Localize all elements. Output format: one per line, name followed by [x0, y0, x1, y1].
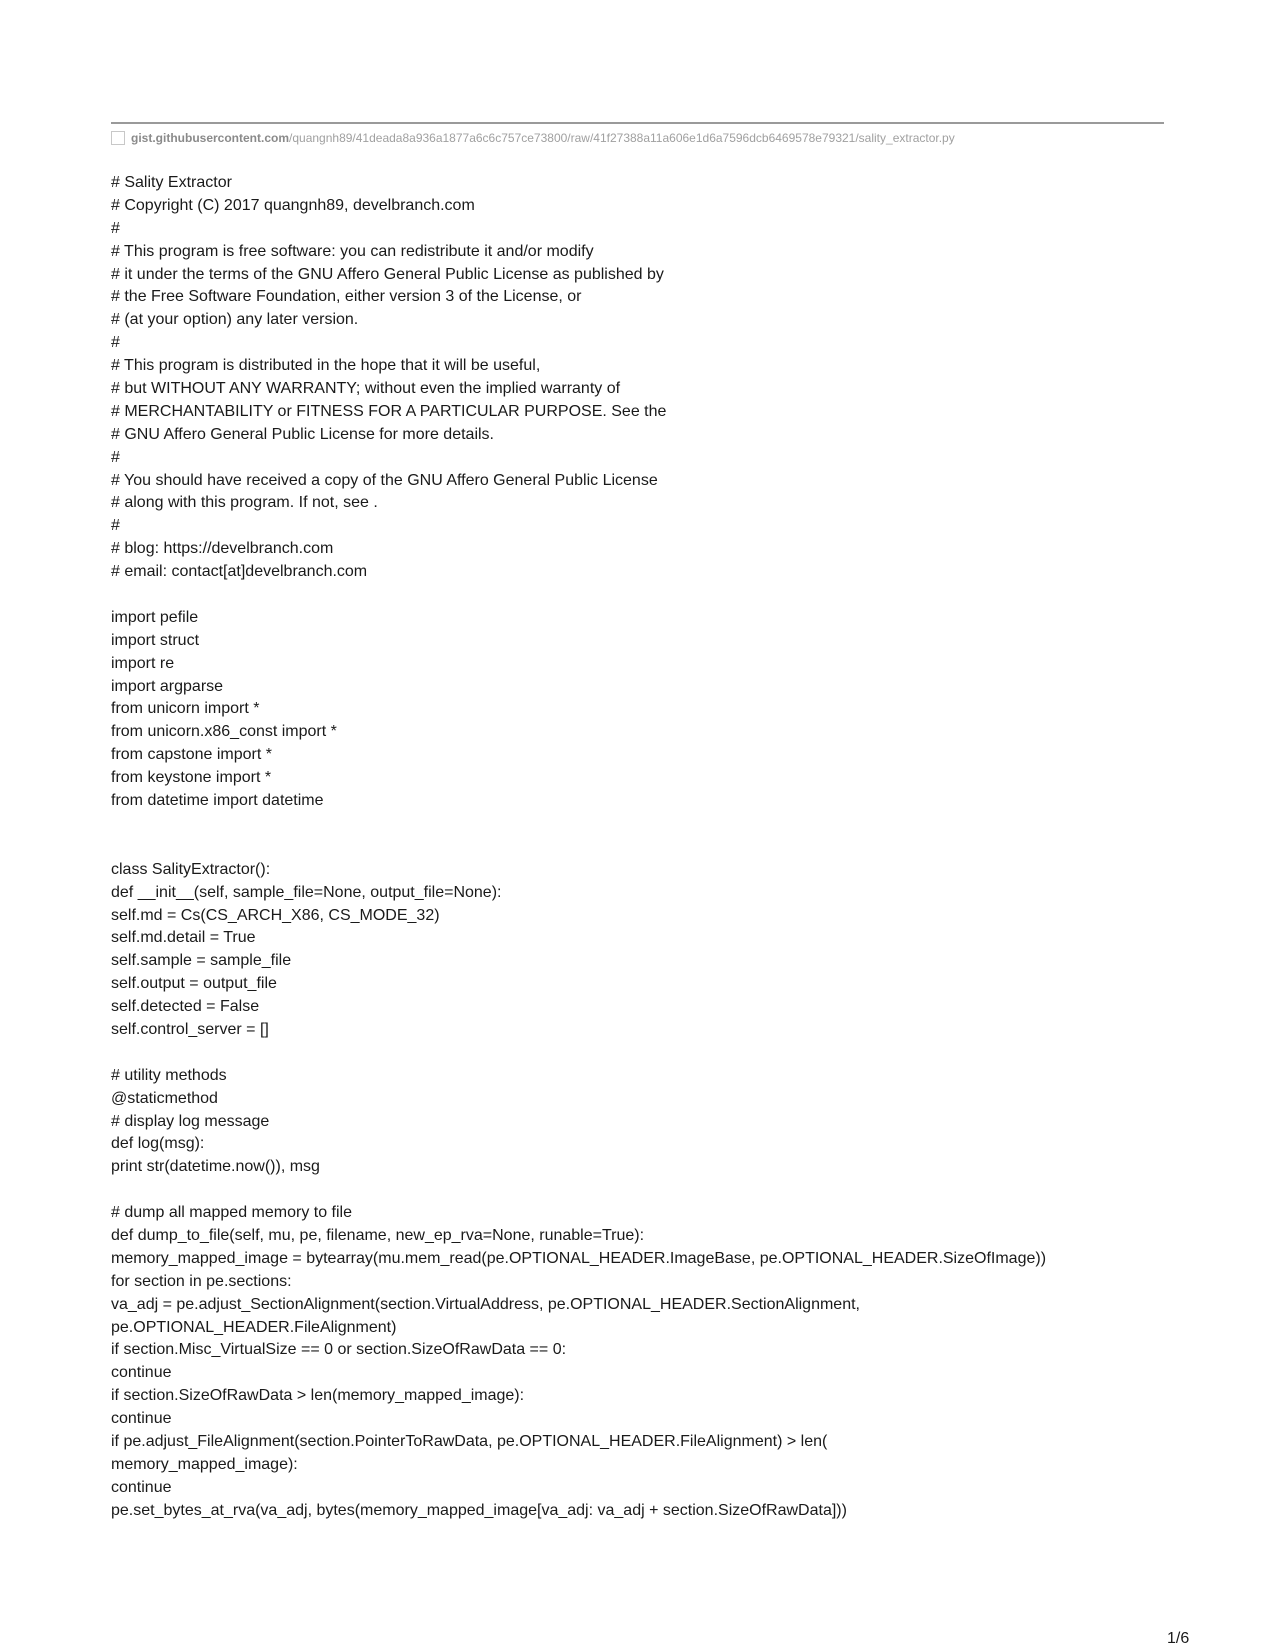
code-line: continue — [111, 1410, 172, 1428]
code-line: self.sample = sample_file — [111, 952, 292, 970]
page-favicon-icon — [111, 131, 125, 145]
code-line: print str(datetime.now()), msg — [111, 1158, 320, 1176]
code-line: # You should have received a copy of the GNU Affero General Public License — [111, 471, 658, 489]
code-line: import pefile — [111, 608, 199, 626]
code-line: import struct — [111, 631, 200, 649]
code-line: # but WITHOUT ANY WARRANTY; without even the implied warranty of — [111, 380, 621, 398]
code-line: continue — [111, 1478, 172, 1496]
code-line: # MERCHANTABILITY or FITNESS FOR A PARTICULAR PURPOSE. See the — [111, 402, 667, 420]
code-line: # utility methods — [111, 1066, 227, 1084]
code-line: memory_mapped_image = bytearray(mu.mem_read(pe.OPTIONAL_HEADER.ImageBase, pe.OPTIONAL_HEADER.SizeOfImage)) — [111, 1249, 1047, 1267]
code-line: from capstone import * — [111, 746, 272, 764]
code-line: pe.set_bytes_at_rva(va_adj, bytes(memory_mapped_image[va_adj: va_adj + section.SizeOfRawData])) — [111, 1501, 847, 1519]
code-line: # — [111, 517, 120, 535]
code-line: # dump all mapped memory to file — [111, 1204, 352, 1222]
code-line: class SalityExtractor(): — [111, 860, 271, 878]
code-line: # Sality Extractor — [111, 174, 232, 191]
page-number: 1/6 — [1167, 1630, 1190, 1647]
code-line: from keystone import * — [111, 769, 272, 787]
code-line: from datetime import datetime — [111, 792, 324, 810]
code-line: # display log message — [111, 1112, 270, 1130]
code-line: self.control_server = [] — [111, 1020, 269, 1038]
code-line: memory_mapped_image): — [111, 1455, 298, 1473]
code-line: if pe.adjust_FileAlignment(section.PointerToRawData, pe.OPTIONAL_HEADER.FileAlignment) > len( — [111, 1432, 828, 1450]
code-line: def log(msg): — [111, 1135, 205, 1153]
url-path: /quangnh89/41deada8a936a1877a6c6c757ce73800/raw/41f27388a11a606e1d6a7596dcb6469578e79321/sality_extractor.py — [289, 131, 955, 145]
code-line: # (at your option) any later version. — [111, 311, 359, 329]
header-divider — [111, 122, 1164, 124]
code-line: self.md = Cs(CS_ARCH_X86, CS_MODE_32) — [111, 906, 440, 924]
code-line: # email: contact[at]develbranch.com — [111, 563, 368, 581]
code-line: import argparse — [111, 677, 224, 695]
code-line: # Copyright (C) 2017 quangnh89, develbranch.com — [111, 196, 475, 214]
code-line: pe.OPTIONAL_HEADER.FileAlignment) — [111, 1318, 397, 1336]
code-line: if section.Misc_VirtualSize == 0 or section.SizeOfRawData == 0: — [111, 1341, 567, 1359]
url-bar[interactable] — [111, 129, 1164, 147]
code-line: @staticmethod — [111, 1089, 218, 1107]
code-line: for section in pe.sections: — [111, 1272, 292, 1290]
code-line: va_adj = pe.adjust_SectionAlignment(section.VirtualAddress, pe.OPTIONAL_HEADER.SectionAlignment, — [111, 1295, 860, 1313]
code-line: if section.SizeOfRawData > len(memory_mapped_image): — [111, 1387, 525, 1405]
code-line — [111, 1042, 1171, 1065]
code-line: continue — [111, 1364, 172, 1382]
code-line: def __init__(self, sample_file=None, output_file=None): — [111, 883, 502, 901]
code-line: # GNU Affero General Public License for more details. — [111, 425, 494, 443]
source-code-block — [111, 172, 1171, 1523]
code-line: # This program is free software: you can redistribute it and/or modify — [111, 242, 594, 260]
code-line: # along with this program. If not, see . — [111, 494, 378, 512]
code-line — [111, 1179, 1171, 1202]
code-line: self.md.detail = True — [111, 929, 256, 947]
code-line: # it under the terms of the GNU Affero General Public License as published by — [111, 265, 664, 283]
url-host: gist.githubusercontent.com — [131, 131, 290, 145]
code-line: self.detected = False — [111, 998, 260, 1016]
code-line — [111, 584, 1171, 607]
code-line: from unicorn import * — [111, 700, 260, 718]
code-line: # blog: https://develbranch.com — [111, 540, 334, 558]
code-line: from unicorn.x86_const import * — [111, 723, 337, 741]
code-line — [111, 836, 1171, 859]
code-line: def dump_to_file(self, mu, pe, filename, new_ep_rva=None, runable=True): — [111, 1226, 645, 1244]
code-line — [111, 813, 1171, 836]
code-line: # the Free Software Foundation, either version 3 of the License, or — [111, 288, 582, 306]
code-line: # This program is distributed in the hope that it will be useful, — [111, 357, 541, 375]
code-line: # — [111, 219, 120, 237]
code-line: # — [111, 334, 120, 352]
code-line: import re — [111, 654, 175, 672]
code-line: # — [111, 448, 120, 466]
code-line: self.output = output_file — [111, 975, 277, 993]
